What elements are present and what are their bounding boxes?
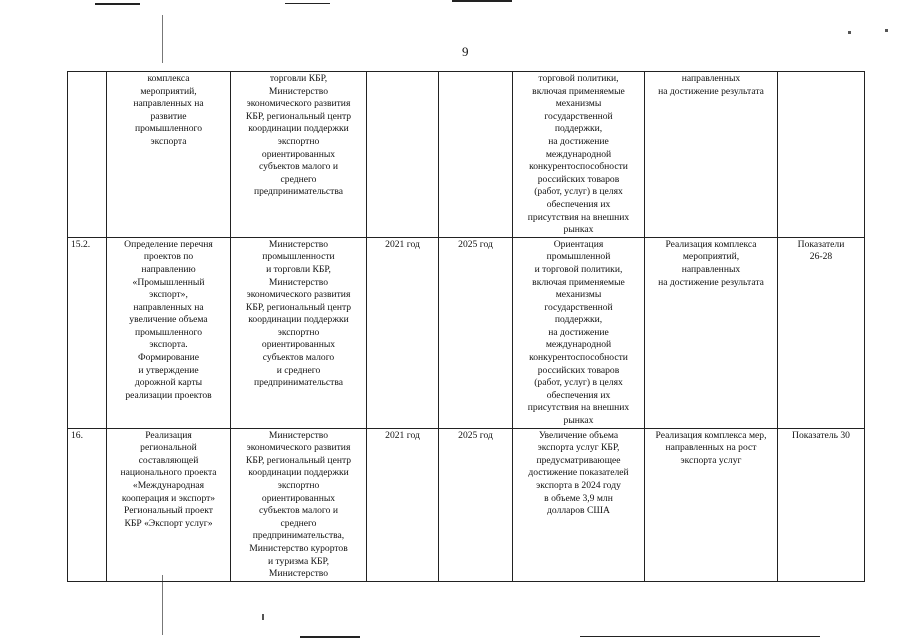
non-implementation-consequence: Реализация комплекса мероприятий, направленных на достижение результата — [645, 237, 778, 428]
row-number: 16. — [68, 428, 107, 581]
non-implementation-consequence: направленных на достижение результата — [645, 72, 778, 238]
scan-speck — [885, 29, 888, 32]
scan-artifact-top-mid — [285, 3, 330, 4]
start-year: 2021 год — [367, 428, 439, 581]
responsible-executor: Министерство промышленности и торговли КБР, Министерство экономического развития КБР, региональный центр координации поддержки экспортно ориентированных субъектов малого и среднего предпринимательства — [231, 237, 367, 428]
expected-result: Ориентация промышленной и торговой политики, включая применяемые механизмы государственной поддержки, на достижение международной конкурентоспособности российских товаров (работ, услуг) в целях обеспечения их присутствия на внешних рынках — [513, 237, 645, 428]
scan-speck — [262, 614, 264, 620]
row-number: 15.2. — [68, 237, 107, 428]
scan-artifact-binding-bottom — [162, 575, 163, 635]
responsible-executor: торговли КБР, Министерство экономического развития КБР, региональный центр координации поддержки экспортно ориентированных субъектов малого и среднего предпринимательства — [231, 72, 367, 238]
end-year: 2025 год — [439, 428, 513, 581]
activity-name: комплекса мероприятий, направленных на развитие промышленного экспорта — [107, 72, 231, 238]
program-activities-table — [67, 71, 865, 582]
scan-speck — [848, 31, 851, 34]
responsible-executor: Министерство экономического развития КБР, региональный центр координации поддержки экспортно ориентированных субъектов малого и среднего предпринимательства, Министерство курортов и туризма КБР, Министерство — [231, 428, 367, 581]
non-implementation-consequence: Реализация комплекса мер, направленных на рост экспорта услуг — [645, 428, 778, 581]
row-number — [68, 72, 107, 238]
scan-artifact-binding-top — [162, 15, 163, 63]
scan-artifact-bottom-right — [580, 636, 820, 637]
scan-artifact-top-left — [95, 3, 140, 5]
activity-name: Реализация региональной составляющей национального проекта «Международная кооперация и экспорт» Региональный проект КБР «Экспорт услуг» — [107, 428, 231, 581]
indicator-link — [778, 72, 865, 238]
indicator-link: Показатель 30 — [778, 428, 865, 581]
expected-result: Увеличение объема экспорта услуг КБР, предусматривающее достижение показателей экспорта в 2024 году в объеме 3,9 млн долларов США — [513, 428, 645, 581]
scan-artifact-top-right — [452, 0, 512, 2]
start-year: 2021 год — [367, 237, 439, 428]
start-year — [367, 72, 439, 238]
table-row — [68, 237, 865, 428]
scan-artifact-bottom-left — [300, 636, 360, 638]
indicator-link: Показатели 26-28 — [778, 237, 865, 428]
end-year — [439, 72, 513, 238]
table-row — [68, 72, 865, 238]
end-year: 2025 год — [439, 237, 513, 428]
activity-name: Определение перечня проектов по направлению «Промышленный экспорт», направленных на увеличение объема промышленного экспорта. Формирование и утверждение дорожной карты реализации проектов — [107, 237, 231, 428]
expected-result: торговой политики, включая применяемые механизмы государственной поддержки, на достижение международной конкурентоспособности российских товаров (работ, услуг) в целях обеспечения их присутствия на внешних рынках — [513, 72, 645, 238]
table-row — [68, 428, 865, 581]
page-number: 9 — [462, 44, 469, 59]
